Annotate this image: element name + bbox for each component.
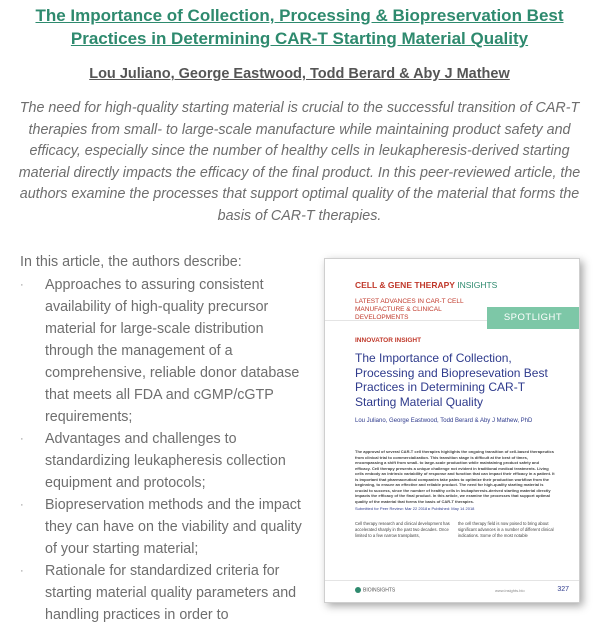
article-abstract: The need for high-quality starting material is crucial to the successful transition of CAR-T therapies from small- to large-scale manufacture while maintaining product safety and efficacy, especially since the number of healthy cells in leukapheresis-derived starting material directly impacts the efficacy of the final product. In this peer-reviewed article, the authors examine the processes that support optimal quality of the material that forms the basis of CAR-T therapies.	[18, 100, 581, 224]
list-item	[20, 428, 310, 494]
cover-column-1: Cell therapy research and clinical development has accelerated sharply in the past two decades. Once limited to a few narrow transplants,	[355, 521, 450, 538]
article-title	[20, 4, 579, 50]
bullet-symbol: ·	[20, 433, 24, 445]
cover-column-2: the cell therapy field is now poised to bring about significant advances in a number of different clinical indications. Some of the most notable	[458, 521, 554, 538]
intro-text: In this article, the authors describe:	[20, 254, 242, 270]
article-title-line1: The Importance of Collection, Processing & Biopreservation Best	[35, 6, 564, 25]
cover-abstract: The approval of several CAR-T cell therapies highlights the ongoing transition of cell-based therapeutics from clinical trial to commercialization. This transition stage is difficult at the best of times, encompassing a shift from small- to large-scale production while maintaining product safety and efficacy. Cell therapy presents a unique challenge not evident in traditional medical treatments. Living cells embody an intrinsic variability of response and function that can impact their efficacy in a patient. It is important that pharmaceutical companies take pains to optimize their production workflow from the beginning, to ensure an effective and reliable product. The need for high-quality starting material is crucial to success, since the number of healthy cells in leukapheresis-derived starting material directly impacts the efficacy of the final product. In this article, we examine the processes that support optimal quality of the material that forms the basis of CAR-T therapies.	[355, 449, 555, 504]
issue-topic: LATEST ADVANCES IN CAR-T CELL MANUFACTURE & CLINICAL DEVELOPMENTS	[355, 298, 464, 321]
cover-body-columns	[355, 521, 555, 539]
bullet-text: Rationale for standardized criteria for starting material quality parameters and handling practices in order to	[45, 563, 297, 623]
section-label: INNOVATOR INSIGHT	[355, 337, 422, 344]
list-item	[20, 560, 310, 626]
logo-mark-icon	[355, 587, 361, 593]
logo-text: BIOINSIGHTS	[363, 587, 396, 594]
cover-title: The Importance of Collection, Processing and Biopresevation Best Practices in Determining CAR-T Starting Material Quality	[355, 351, 548, 409]
publisher-logo	[355, 587, 395, 593]
bullet-symbol: ·	[20, 279, 24, 291]
brand-main: CELL & GENE THERAPY	[355, 280, 455, 290]
list-item	[20, 494, 310, 560]
publisher-url: www.insights.bio	[495, 588, 525, 593]
bullet-list	[20, 274, 310, 626]
bullet-symbol: ·	[20, 499, 24, 511]
spotlight-badge: SPOTLIGHT	[487, 307, 579, 329]
bullet-text: Approaches to assuring consistent availability of high-quality precursor material for large-scale distribution through the management of a comprehensive, reliable donor database that meets all FDA and cGMP/cGTP requirements;	[45, 277, 300, 425]
cover-authors: Lou Juliano, George Eastwood, Todd Berard & Aby J Mathew, PhD	[355, 418, 533, 424]
list-item	[20, 274, 310, 428]
bullet-text: Biopreservation methods and the impact they can have on the viability and quality of your starting material;	[45, 497, 302, 557]
bullet-symbol: ·	[20, 565, 24, 577]
bullet-text: Advantages and challenges to standardizing leukapheresis collection equipment and protocols;	[45, 431, 286, 491]
article-title-line2: Practices in Determining CAR-T Starting Material Quality	[70, 29, 529, 48]
page-number: 327	[557, 586, 569, 593]
cover-footer	[325, 580, 579, 602]
cover-dates: Submitted for Peer Review: Mar 22 2018 ▸ Published: May 14 2018	[355, 506, 475, 511]
brand-accent: INSIGHTS	[457, 280, 498, 290]
journal-brand	[355, 280, 497, 290]
journal-page-preview[interactable]	[324, 258, 580, 603]
article-authors: Lou Juliano, George Eastwood, Todd Berard & Aby J Mathew	[89, 66, 510, 82]
